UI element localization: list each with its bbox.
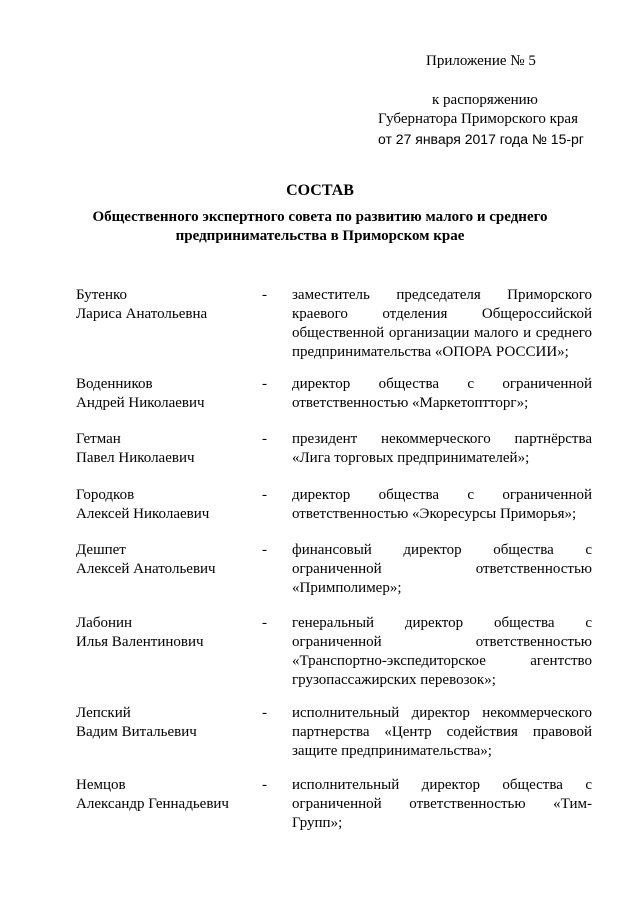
member-given-name: Алексей Николаевич bbox=[76, 506, 210, 522]
appendix-number: Приложение № 5 bbox=[426, 53, 536, 69]
member-surname: Лепский bbox=[76, 705, 131, 721]
member-name bbox=[76, 541, 256, 579]
member-surname: Лабонин bbox=[76, 615, 133, 631]
member-surname: Городков bbox=[76, 487, 135, 503]
subtitle-line-2: предпринимательства в Приморском крае bbox=[175, 228, 465, 244]
member-role: финансовый директор общества с ограниченной ответственностью «Примполимер»; bbox=[292, 542, 592, 596]
member-given-name: Вадим Витальевич bbox=[76, 724, 197, 740]
member-name bbox=[76, 286, 256, 324]
member-surname: Дешпет bbox=[76, 542, 126, 558]
member-name bbox=[76, 430, 256, 468]
member-role: заместитель председателя Приморского краевого отделения Общероссийской общественной организации малого и среднего предпринимательства «ОПОРА РОССИИ»; bbox=[292, 287, 592, 360]
member-surname: Воденников bbox=[76, 376, 153, 392]
member-given-name: Павел Николаевич bbox=[76, 450, 195, 466]
separator-dash: - bbox=[262, 487, 267, 503]
document-subtitle bbox=[60, 208, 580, 246]
member-given-name: Алексей Анатольевич bbox=[76, 561, 216, 577]
member-given-name: Лариса Анатольевна bbox=[76, 306, 208, 322]
member-name bbox=[76, 704, 256, 742]
order-date-number: от 27 января 2017 года № 15-рг bbox=[378, 131, 584, 147]
member-role: директор общества с ограниченной ответственностью «Маркетоптторг»; bbox=[292, 376, 592, 411]
member-given-name: Александр Геннадьевич bbox=[76, 796, 229, 812]
member-surname: Гетман bbox=[76, 431, 121, 447]
member-role: генеральный директор общества с ограниченной ответственностью «Транспортно-экспедиторское агентство грузопассажирских перевозок»; bbox=[292, 615, 592, 688]
member-name bbox=[76, 614, 256, 652]
document-title: СОСТАВ bbox=[286, 182, 354, 199]
member-role: директор общества с ограниченной ответственностью «Экоресурсы Приморья»; bbox=[292, 487, 592, 522]
separator-dash: - bbox=[262, 431, 267, 447]
separator-dash: - bbox=[262, 542, 267, 558]
member-surname: Бутенко bbox=[76, 287, 128, 303]
member-given-name: Илья Валентинович bbox=[76, 634, 204, 650]
member-role: президент некоммерческого партнёрства «Лига торговых предпринимателей»; bbox=[292, 431, 592, 466]
member-given-name: Андрей Николаевич bbox=[76, 395, 205, 411]
separator-dash: - bbox=[262, 615, 267, 631]
member-role: исполнительный директор некоммерческого партнерства «Центр содействия правовой защите предпринимательства»; bbox=[292, 705, 592, 759]
separator-dash: - bbox=[262, 777, 267, 793]
member-name bbox=[76, 486, 256, 524]
separator-dash: - bbox=[262, 705, 267, 721]
member-role: исполнительный директор общества с ограниченной ответственностью «Тим-Групп»; bbox=[292, 777, 592, 831]
separator-dash: - bbox=[262, 287, 267, 303]
member-name bbox=[76, 375, 256, 413]
member-surname: Немцов bbox=[76, 777, 126, 793]
separator-dash: - bbox=[262, 376, 267, 392]
subtitle-line-1: Общественного экспертного совета по развитию малого и среднего bbox=[92, 209, 548, 225]
to-order-label: к распоряжению bbox=[432, 92, 538, 108]
governor-label: Губернатора Приморского края bbox=[378, 111, 578, 127]
member-name bbox=[76, 776, 256, 814]
